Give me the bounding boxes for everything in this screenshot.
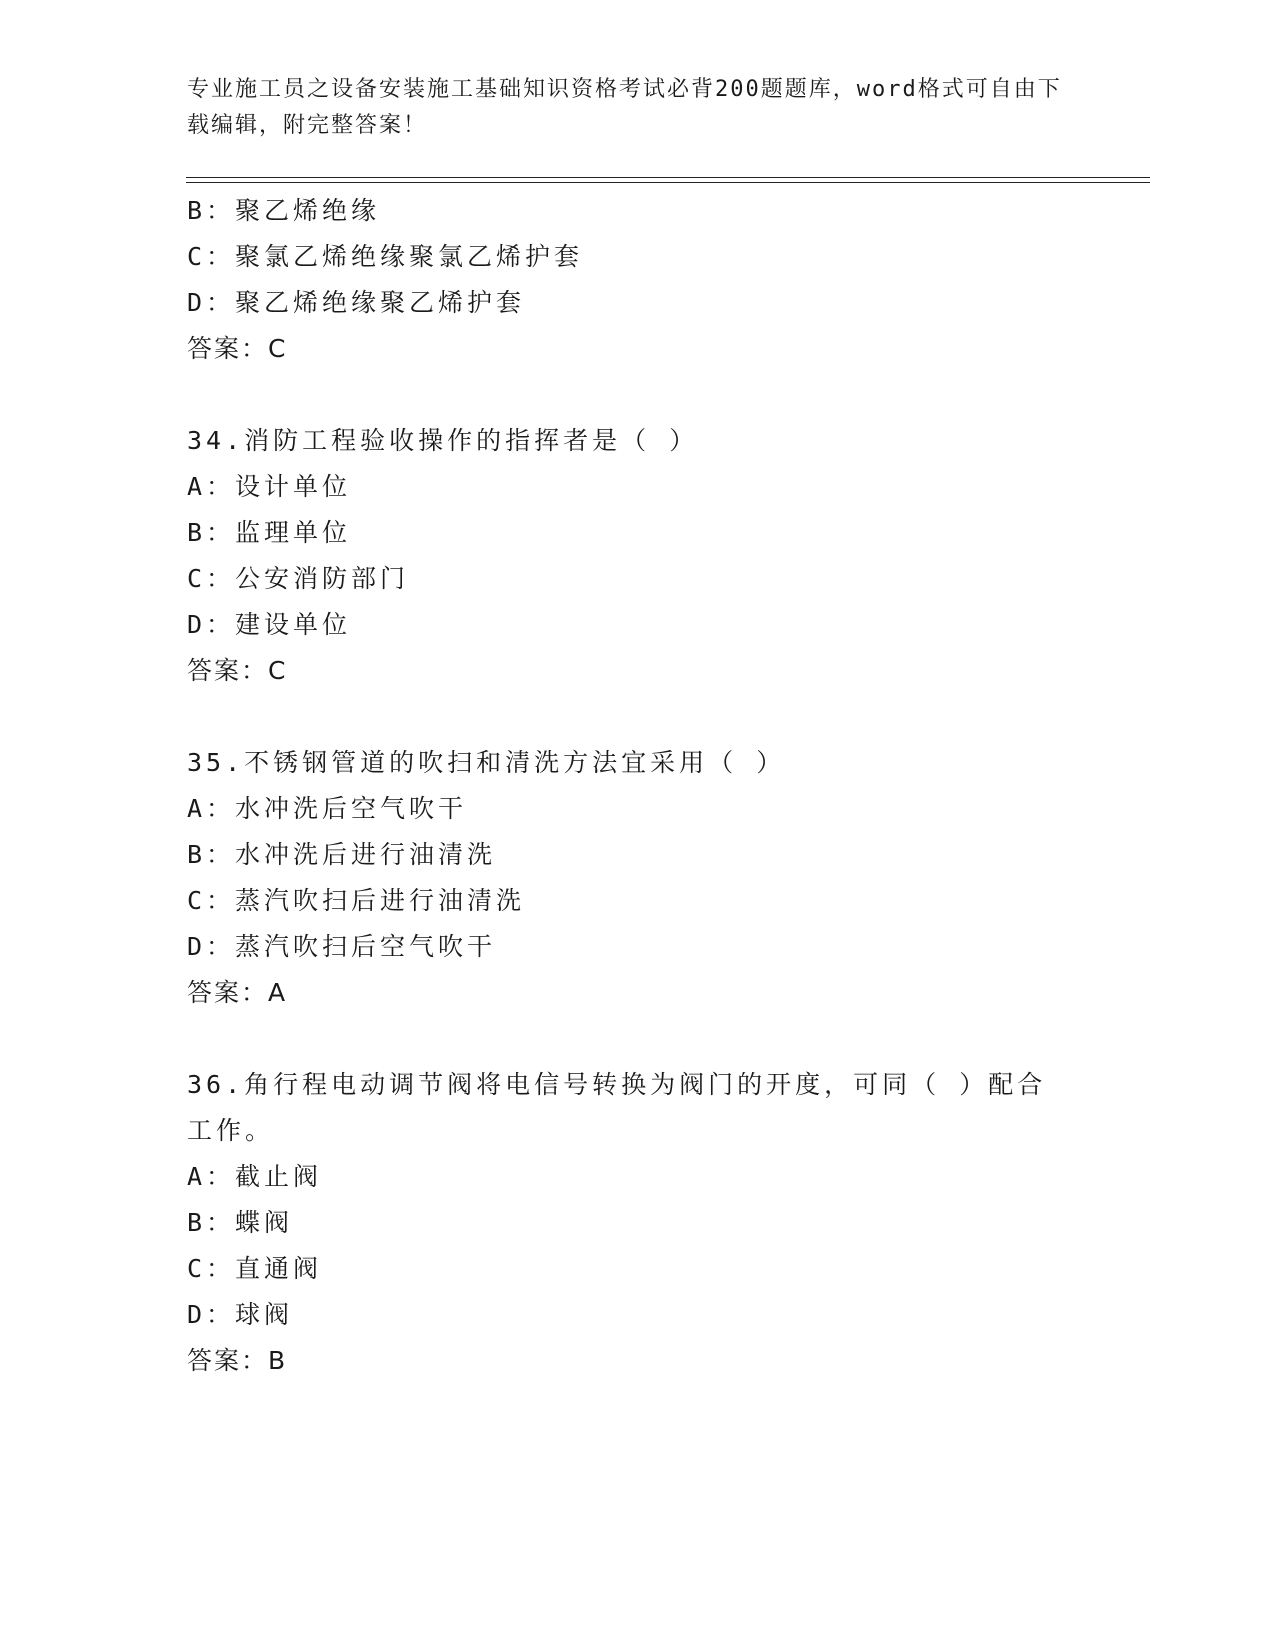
- partial-question: [187, 188, 1067, 372]
- question-list: [187, 188, 1067, 1384]
- option-d: D：建设单位: [187, 610, 352, 639]
- spacer: [187, 694, 1067, 740]
- option-c: C：直通阀: [187, 1254, 323, 1283]
- option-b: B：蝶阀: [187, 1208, 294, 1237]
- option-d: D：聚乙烯绝缘聚乙烯护套: [187, 288, 526, 317]
- question-36: [187, 1062, 1067, 1384]
- spacer: [187, 1016, 1067, 1062]
- question-title: 36.角行程电动调节阀将电信号转换为阀门的开度，可同（ ）配合工作。: [187, 1070, 1047, 1145]
- option-d: D：蒸汽吹扫后空气吹干: [187, 932, 497, 961]
- answer-line: 答案：C: [187, 656, 288, 685]
- option-c: C：聚氯乙烯绝缘聚氯乙烯护套: [187, 242, 584, 271]
- question-34: [187, 418, 1067, 694]
- spacer: [187, 372, 1067, 418]
- option-d: D：球阀: [187, 1300, 294, 1329]
- option-b: B：水冲洗后进行油清洗: [187, 840, 497, 869]
- option-c: C：公安消防部门: [187, 564, 410, 593]
- answer-line: 答案：A: [187, 978, 288, 1007]
- option-a: A：水冲洗后空气吹干: [187, 794, 468, 823]
- answer-line: 答案：C: [187, 334, 288, 363]
- answer-line: 答案：B: [187, 1346, 288, 1375]
- option-c: C：蒸汽吹扫后进行油清洗: [187, 886, 526, 915]
- option-b: B：聚乙烯绝缘: [187, 196, 381, 225]
- document-header: 专业施工员之设备安装施工基础知识资格考试必背200题题库，word格式可自由下载编辑，附完整答案！: [187, 77, 1062, 138]
- question-35: [187, 740, 1067, 1016]
- header-divider: [186, 177, 1150, 183]
- option-a: A：截止阀: [187, 1162, 323, 1191]
- option-a: A：设计单位: [187, 472, 352, 501]
- question-title: 34.消防工程验收操作的指挥者是（ ）: [187, 426, 699, 455]
- option-b: B：监理单位: [187, 518, 352, 547]
- question-title: 35.不锈钢管道的吹扫和清洗方法宜采用（ ）: [187, 748, 786, 777]
